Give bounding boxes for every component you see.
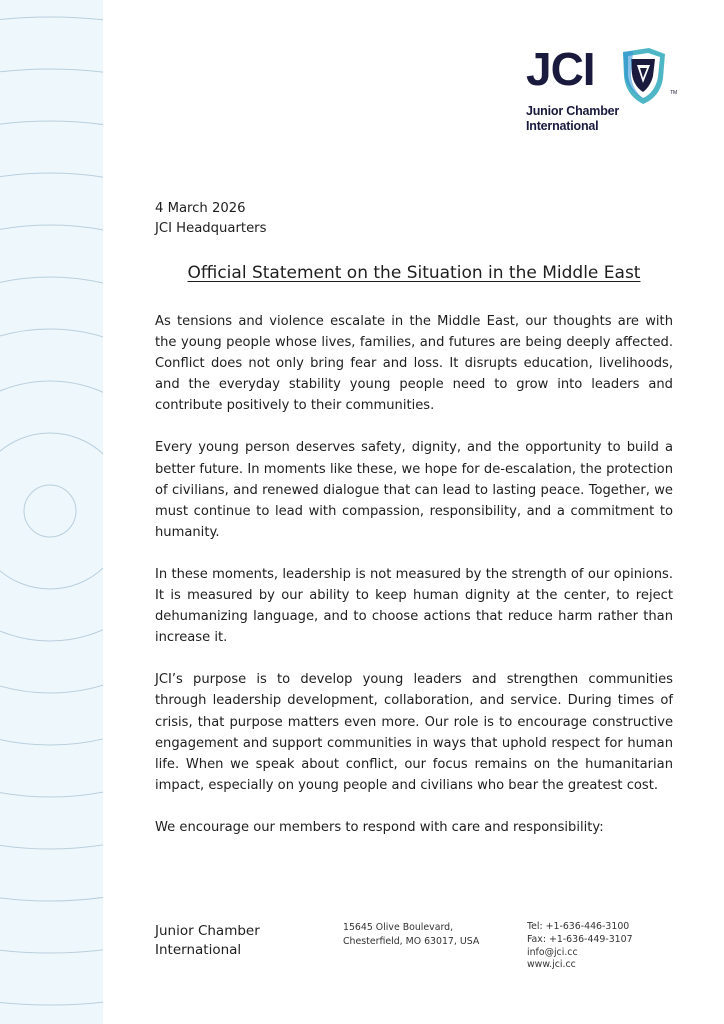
letter-sender: JCI Headquarters [155,221,267,236]
trademark-symbol: TM [670,90,678,96]
decorative-ring [0,433,103,589]
logo-subtitle [526,104,619,134]
footer-address [343,921,479,948]
statement-body [155,311,673,859]
footer-fax: Fax: +1-636-449-3107 [527,933,633,945]
decorative-ring [0,69,103,953]
decorative-ring [24,485,76,537]
footer-tel: Tel: +1-636-446-3100 [527,921,630,932]
body-paragraph: JCI’s purpose is to develop young leaders and strengthen communities through leadership development, collaboration, and service. During times of crisis, that purpose matters even more. Our role is to encourage constructive engagement and support communities in ways that uphold respect for human life. When we speak about conflict, our focus remains on the humanitarian impact, especially on young people and civilians who bear the greatest cost. [155,672,673,793]
decorative-ring [0,121,103,901]
footer-address-line: Chesterfield, MO 63017, USA [343,935,480,947]
decorative-side-strip [0,0,103,1024]
footer-organization [155,922,260,960]
shield-icon [619,46,669,106]
decorative-ring [0,173,103,849]
footer-org-line: Junior Chamber [155,923,260,939]
logo-wordmark: JCI [526,43,595,95]
decorative-ring [0,381,103,641]
letter-date: 4 March 2026 [155,201,246,216]
letter-header [155,199,266,239]
decorative-ring [0,17,103,1005]
footer-contact [527,921,633,972]
footer-website[interactable]: www.jci.cc [527,959,576,971]
statement-title: Official Statement on the Situation in the Middle East [187,263,641,283]
logo-subtitle-line: Junior Chamber [526,104,620,118]
footer-email[interactable]: info@jci.cc [527,946,578,958]
decorative-ring [0,329,103,693]
body-paragraph: In these moments, leadership is not measured by the strength of our opinions. It is measured by our ability to keep human dignity at the center, to reject dehumanizing language, and to choose actions that reduce harm rather than increase it. [155,566,673,646]
footer-address-line: 15645 Olive Boulevard, [343,922,454,933]
footer-org-line: International [155,942,242,958]
decorative-ring [0,277,103,745]
jci-logo [526,43,686,146]
logo-subtitle-line: International [526,119,599,133]
body-paragraph: Every young person deserves safety, dignity, and the opportunity to build a better future. In moments like these, we hope for de-escalation, the protection of civilians, and renewed dialogue that can lead to lasting peace. Together, we must continue to lead with compassion, responsibility, and a commitment to humanity. [155,440,673,540]
decorative-ring [0,225,103,797]
body-paragraph: As tensions and violence escalate in the Middle East, our thoughts are with the young people whose lives, families, and futures are being deeply affected. Conflict does not only bring fear and loss. It disrupts education, livelihoods, and the everyday stability young people need to grow into leaders and contribute positively to their communities. [155,314,673,414]
body-paragraph: We encourage our members to respond with care and responsibility: [155,819,604,835]
decorative-ring [0,0,103,1024]
concentric-rings-decoration [0,0,103,1024]
